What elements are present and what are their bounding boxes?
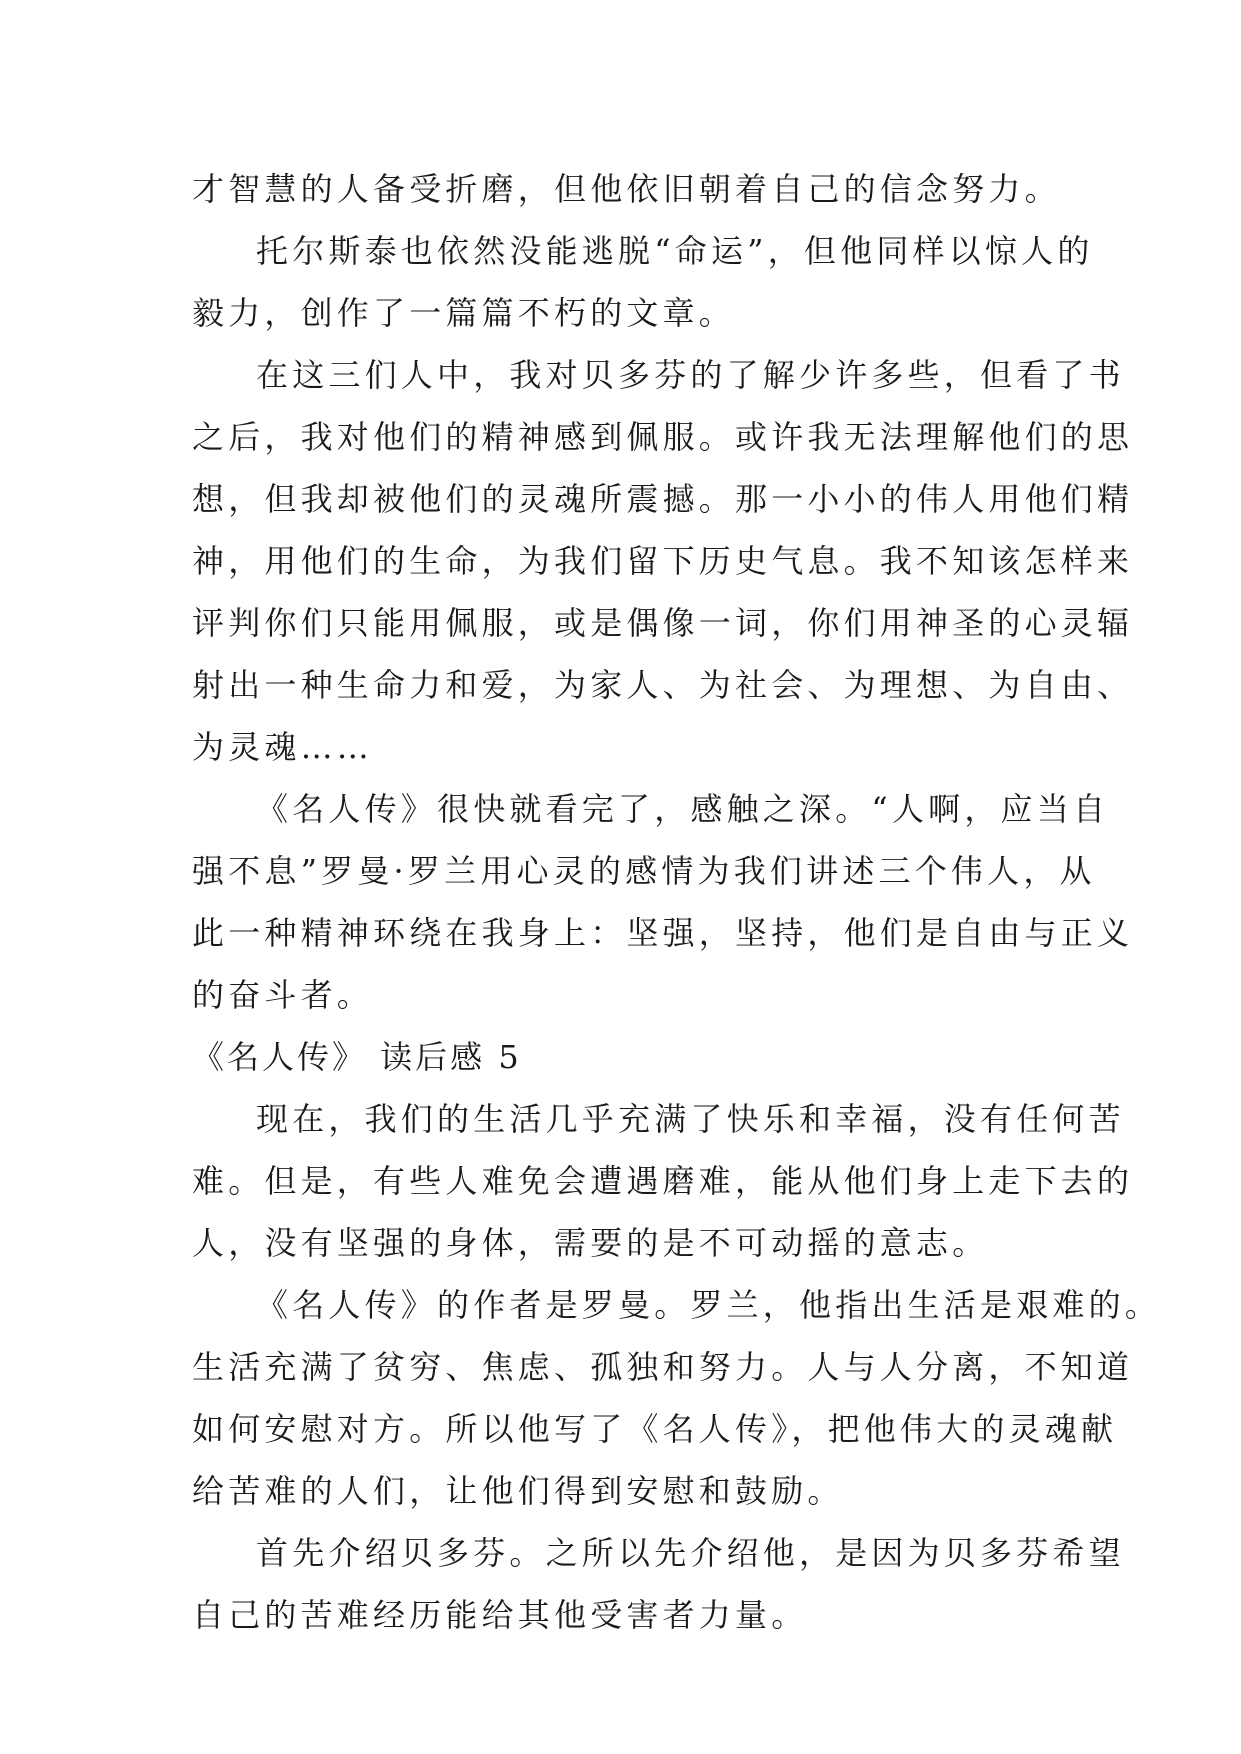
text-line: 在这三们人中，我对贝多芬的了解少许多些，但看了书 [256, 356, 1125, 394]
text-line: 的奋斗者。 [192, 976, 374, 1014]
text-line: 难。但是，有些人难免会遭遇磨难，能从他们身上走下去的 [192, 1162, 1134, 1200]
section-heading: 《名人传》 读后感 5 [192, 1038, 522, 1076]
text-line: 如何安慰对方。所以他写了《名人传》，把他伟大的灵魂献 [192, 1410, 1118, 1448]
text-line: 毅力，创作了一篇篇不朽的文章。 [192, 294, 736, 332]
document-body [192, 158, 1162, 1646]
text-line: 评判你们只能用佩服，或是偶像一词，你们用神圣的心灵辐 [192, 604, 1134, 642]
text-line: 现在，我们的生活几乎充满了快乐和幸福，没有任何苦 [256, 1100, 1125, 1138]
text-line: 想，但我却被他们的灵魂所震撼。那一小小的伟人用他们精 [192, 480, 1134, 518]
text-line: 自己的苦难经历能给其他受害者力量。 [192, 1596, 808, 1634]
text-line: 神，用他们的生命，为我们留下历史气息。我不知该怎样来 [192, 542, 1134, 580]
text-line: 之后，我对他们的精神感到佩服。或许我无法理解他们的思 [192, 418, 1134, 456]
text-line: 人，没有坚强的身体，需要的是不可动摇的意志。 [192, 1224, 989, 1262]
text-line: 射出一种生命力和爱，为家人、为社会、为理想、为自由、 [192, 666, 1134, 704]
text-line: 生活充满了贫穷、焦虑、孤独和努力。人与人分离，不知道 [192, 1348, 1134, 1386]
text-line: 才智慧的人备受折磨，但他依旧朝着自己的信念努力。 [192, 170, 1061, 208]
text-line: 强不息”罗曼·罗兰用心灵的感情为我们讲述三个伟人，从 [192, 852, 1096, 890]
text-line: 《名人传》的作者是罗曼。罗兰，他指出生活是艰难的。 [256, 1286, 1162, 1324]
text-line: 首先介绍贝多芬。之所以先介绍他，是因为贝多芬希望 [256, 1534, 1125, 1572]
text-line: 托尔斯泰也依然没能逃脱“命运”，但他同样以惊人的 [256, 232, 1094, 270]
text-line: 给苦难的人们，让他们得到安慰和鼓励。 [192, 1472, 844, 1510]
text-line: 《名人传》很快就看完了，感触之深。“人啊，应当自 [256, 790, 1110, 828]
text-line: 此一种精神环绕在我身上：坚强，坚持，他们是自由与正义 [192, 914, 1134, 952]
text-line: 为灵魂…… [192, 728, 374, 766]
